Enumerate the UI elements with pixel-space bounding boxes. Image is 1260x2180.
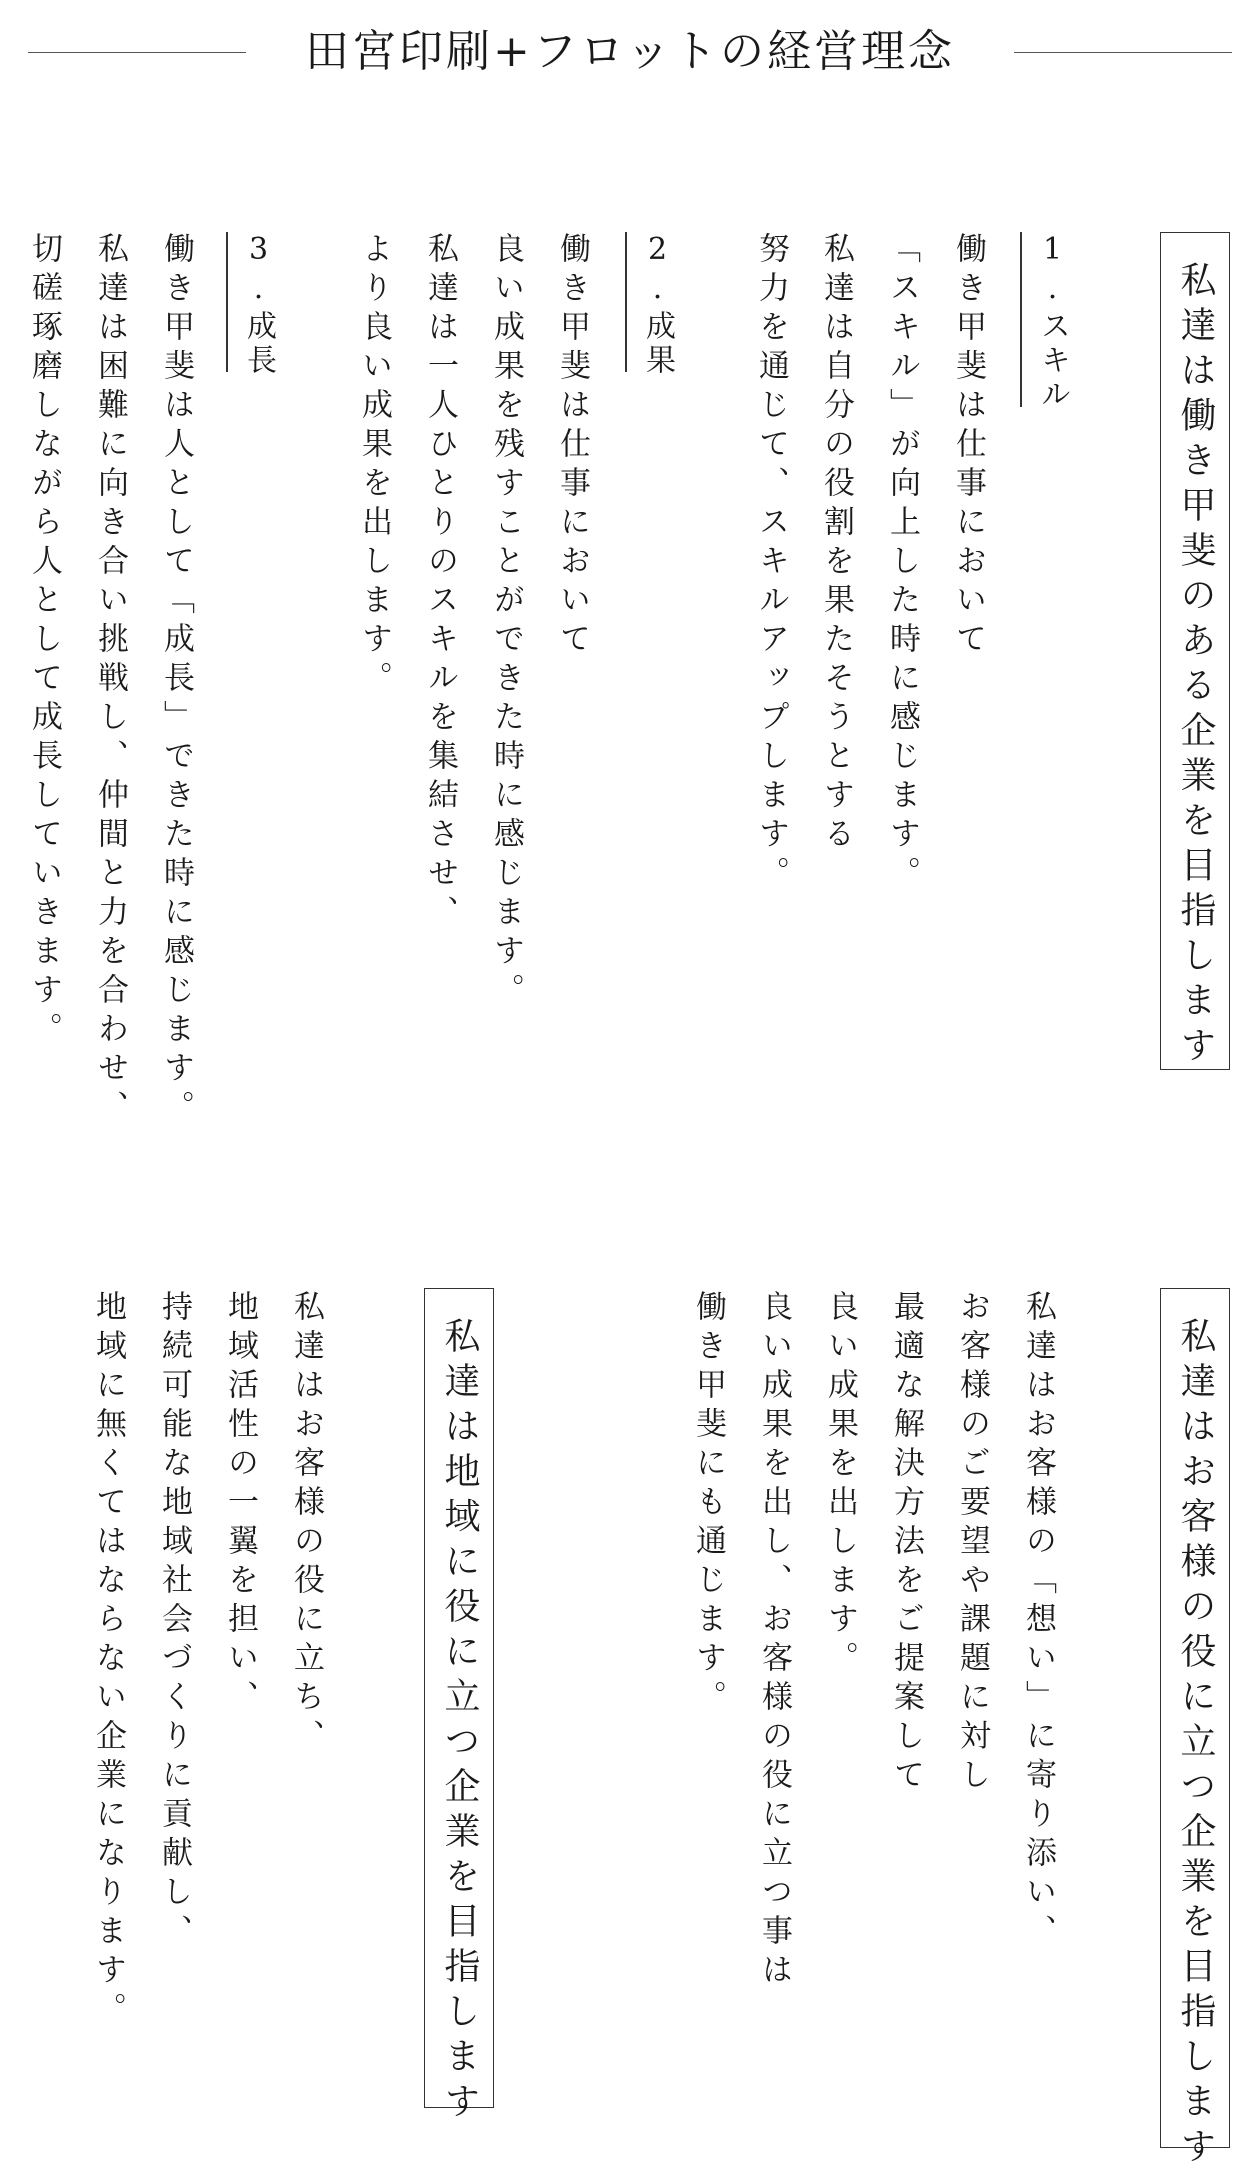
section-growth-title: 3.成長 [226,232,280,372]
section-skill-line-4: 努力を通じて、スキルアップします。 [753,232,789,895]
philosophy-1-heading: 私達は働き甲斐のある企業を目指します [1160,232,1230,1070]
section-skill-title: 1.スキル [1020,232,1074,407]
section-skill-line-3: 私達は自分の役割を果たそうとする [818,232,854,856]
philosophy-2-line-5: 良い成果を出し、お客様の役に立つ事は [756,1290,792,1992]
section-growth-line-3: 切磋琢磨しながら人として成長していきます。 [26,232,62,1051]
section-growth-line-1: 働き甲斐は人として「成長」できた時に感じます。 [158,232,194,1129]
section-result-line-3: 私達は一人ひとりのスキルを集結させ、 [422,232,458,934]
philosophy-3-heading: 私達は地域に役に立つ企業を目指します [424,1288,494,2108]
philosophy-2-line-1: 私達はお客様の「想い」に寄り添い、 [1020,1290,1056,1953]
philosophy-2-line-3: 最適な解決方法をご提案して [888,1290,924,1797]
header-rule-right [1014,52,1232,53]
page-title: 田宮印刷+フロットの経営理念 [305,26,955,77]
philosophy-2-line-6: 働き甲斐にも通じます。 [690,1290,726,1719]
philosophy-3-line-2: 地域活性の一翼を担い、 [222,1290,258,1719]
section-result-line-4: より良い成果を出します。 [356,232,392,700]
section-growth-line-2: 私達は困難に向き合い挑戦し、仲間と力を合わせ、 [92,232,128,1129]
philosophy-3-line-4: 地域に無くてはならない企業になります。 [90,1290,126,2031]
philosophy-2-heading: 私達はお客様の役に立つ企業を目指します [1160,1288,1230,2148]
section-result-line-2: 良い成果を残すことができた時に感じます。 [488,232,524,1012]
philosophy-3-line-1: 私達はお客様の役に立ち、 [288,1290,324,1758]
section-skill-line-1: 働き甲斐は仕事において [950,232,986,661]
philosophy-2-line-2: お客様のご要望や課題に対し [954,1290,990,1797]
philosophy-3-line-3: 持続可能な地域社会づくりに貢献し、 [156,1290,192,1953]
section-result-title: 2.成果 [625,232,679,372]
philosophy-2-line-4: 良い成果を出します。 [822,1290,858,1680]
section-skill-line-2: 「スキル」が向上した時に感じます。 [884,232,920,895]
section-result-line-1: 働き甲斐は仕事において [554,232,590,661]
